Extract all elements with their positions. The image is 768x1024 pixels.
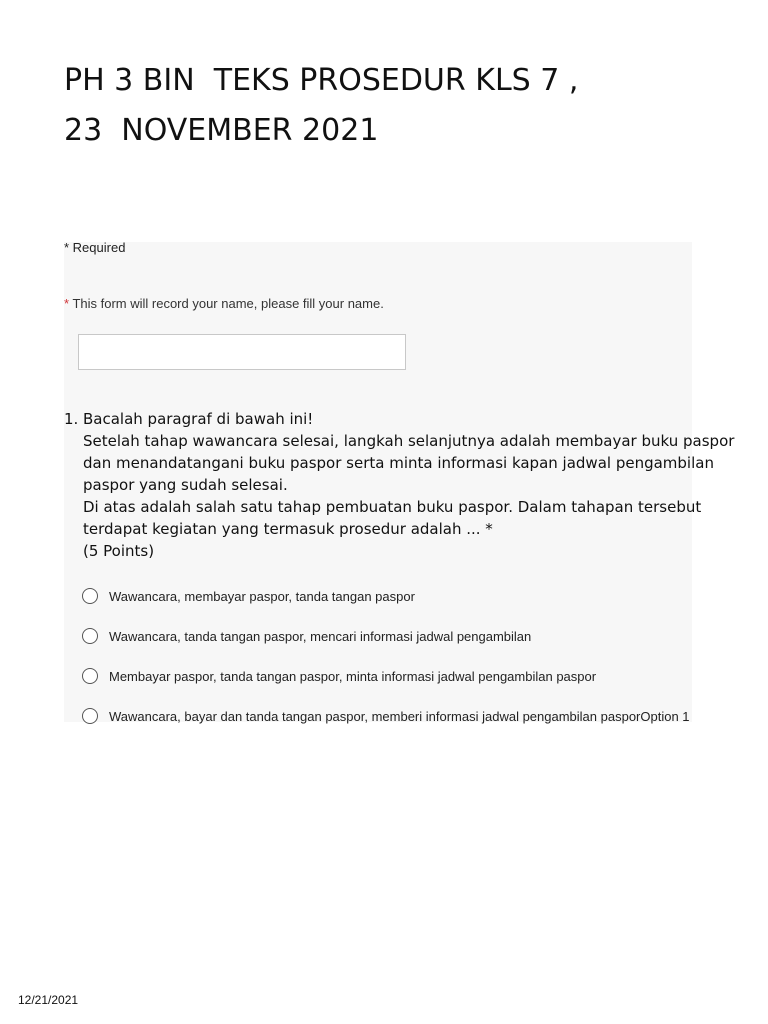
answer-option[interactable]	[82, 576, 696, 616]
answer-option[interactable]	[82, 616, 696, 656]
radio-button[interactable]	[82, 668, 98, 684]
question-points: (5 Points)	[83, 542, 155, 560]
radio-button[interactable]	[82, 588, 98, 604]
name-note	[64, 296, 384, 311]
answer-option-label: Wawancara, bayar dan tanda tangan paspor, memberi informasi jadwal pengambilan pasporOption 1	[109, 708, 690, 724]
answer-option-label: Wawancara, membayar paspor, tanda tangan paspor	[109, 588, 415, 604]
question-line: paspor yang sudah selesai.	[83, 476, 288, 494]
answer-options	[82, 576, 696, 736]
page-title-line-2: 23 NOVEMBER 2021	[64, 113, 379, 148]
question-1	[64, 408, 735, 562]
question-number: 1.	[64, 410, 79, 428]
required-label: * Required	[64, 240, 126, 255]
answer-option-label: Wawancara, tanda tangan paspor, mencari informasi jadwal pengambilan	[109, 628, 532, 644]
name-note-text: This form will record your name, please fill your name.	[69, 296, 384, 311]
page-title-line-1: PH 3 BIN TEKS PROSEDUR KLS 7 ,	[64, 63, 579, 98]
question-text	[83, 408, 735, 562]
radio-button[interactable]	[82, 708, 98, 724]
page-title	[64, 56, 724, 156]
required-star: *	[64, 296, 70, 311]
question-line: Setelah tahap wawancara selesai, langkah selanjutnya adalah membayar buku paspor	[83, 432, 735, 450]
question-line: dan menandatangani buku paspor serta minta informasi kapan jadwal pengambilan	[83, 454, 714, 472]
radio-button[interactable]	[82, 628, 98, 644]
answer-option[interactable]	[82, 696, 696, 736]
answer-option[interactable]	[82, 656, 696, 696]
question-line: terdapat kegiatan yang termasuk prosedur adalah ... *	[83, 520, 493, 538]
footer-date: 12/21/2021	[18, 993, 79, 1007]
question-line: Bacalah paragraf di bawah ini!	[83, 410, 314, 428]
question-line: Di atas adalah salah satu tahap pembuatan buku paspor. Dalam tahapan tersebut	[83, 498, 702, 516]
name-input[interactable]	[78, 334, 406, 370]
answer-option-label: Membayar paspor, tanda tangan paspor, minta informasi jadwal pengambilan paspor	[109, 668, 597, 684]
